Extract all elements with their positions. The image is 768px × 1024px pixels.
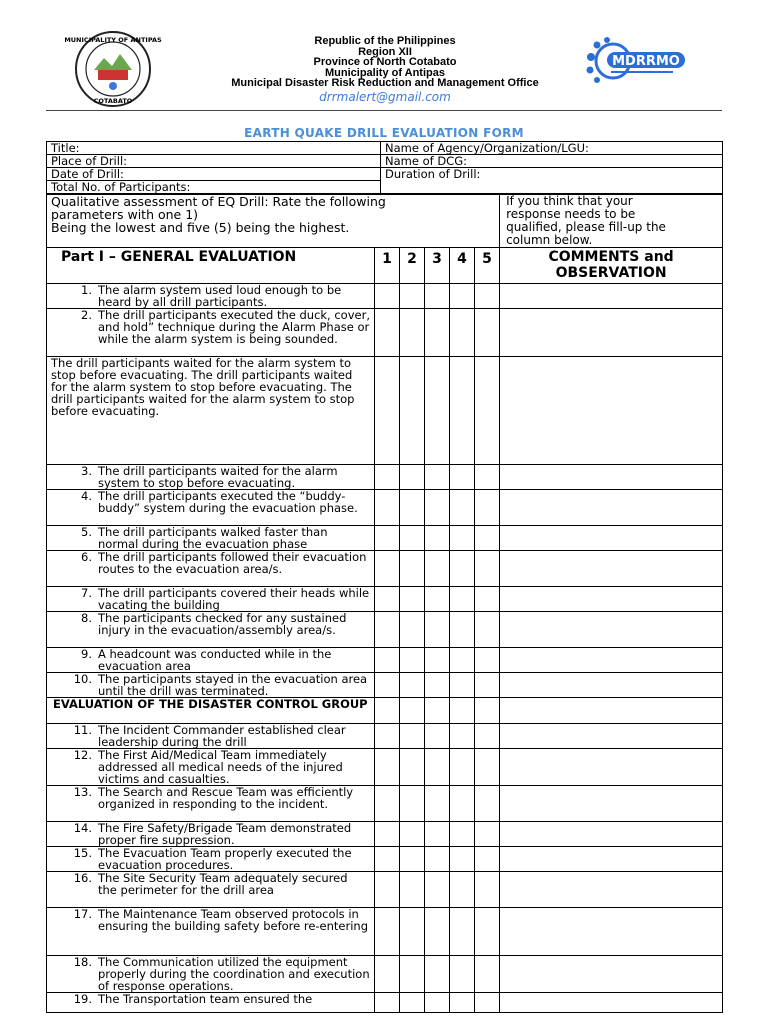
rating-2-cell[interactable]: [400, 749, 425, 786]
criterion-text: The drill participants executed the “buddy-buddy” system during the evacuation phase.: [98, 489, 358, 515]
office-email[interactable]: drrmalert@gmail.com: [319, 90, 451, 104]
criterion-number: 10.: [73, 672, 92, 686]
criterion-number: 15.: [73, 846, 92, 860]
rating-1-cell[interactable]: [375, 490, 400, 526]
table-row: [47, 526, 723, 551]
rating-4-cell[interactable]: [450, 357, 475, 465]
rating-4-cell[interactable]: [450, 956, 475, 993]
rating-5-cell[interactable]: [475, 847, 500, 872]
comment-cell[interactable]: [500, 357, 723, 465]
rating-5-cell[interactable]: [475, 872, 500, 908]
rating-1-cell[interactable]: [375, 822, 400, 847]
rating-4-cell[interactable]: [450, 551, 475, 587]
rating-1-cell[interactable]: [375, 587, 400, 612]
criterion-cell: [47, 526, 375, 551]
rating-3-cell[interactable]: [425, 284, 450, 309]
letterhead-line: Republic of the Philippines: [314, 35, 456, 47]
criterion-number: 13.: [73, 785, 92, 799]
table-row: [47, 698, 723, 724]
table-row: [47, 465, 723, 490]
rating-5-cell[interactable]: [475, 465, 500, 490]
rating-4-cell[interactable]: [450, 490, 475, 526]
rating-3-cell[interactable]: [425, 648, 450, 673]
rating-2-header: 2: [400, 248, 425, 284]
criterion-number: 8.: [81, 611, 92, 625]
seal-text-top: MUNICIPALITY OF ANTIPAS: [64, 36, 162, 44]
criterion-cell: [47, 587, 375, 612]
rating-4-cell[interactable]: [450, 309, 475, 357]
header-divider: [46, 110, 722, 111]
comment-cell[interactable]: [500, 673, 723, 698]
criterion-cell: [47, 872, 375, 908]
rating-2-cell[interactable]: [400, 673, 425, 698]
municipality-seal: [64, 30, 162, 108]
criterion-text: The Communication utilized the equipment properly during the coordination and execution of response operations.: [98, 955, 370, 993]
criterion-text: The drill participants covered their heads while vacating the building: [98, 586, 370, 612]
rating-5-header: 5: [475, 248, 500, 284]
rating-5-cell[interactable]: [475, 698, 500, 724]
criterion-number: 19.: [73, 992, 92, 1006]
rating-4-cell[interactable]: [450, 612, 475, 648]
comment-cell[interactable]: [500, 847, 723, 872]
rating-4-cell[interactable]: [450, 587, 475, 612]
criterion-number: 1.: [81, 283, 92, 297]
comment-cell[interactable]: [500, 749, 723, 786]
rating-1-cell[interactable]: [375, 648, 400, 673]
rating-5-cell[interactable]: [475, 551, 500, 587]
rating-4-cell[interactable]: [450, 526, 475, 551]
rating-2-cell[interactable]: [400, 526, 425, 551]
rating-4-cell[interactable]: [450, 648, 475, 673]
rating-2-cell[interactable]: [400, 847, 425, 872]
criterion-number: 3.: [81, 464, 92, 478]
rating-5-cell[interactable]: [475, 749, 500, 786]
rating-2-cell[interactable]: [400, 648, 425, 673]
table-row: [47, 490, 723, 526]
criterion-text: The First Aid/Medical Team immediately addressed all medical needs of the injured victims and casualties.: [98, 748, 343, 786]
rating-5-cell[interactable]: [475, 490, 500, 526]
rating-4-cell[interactable]: [450, 698, 475, 724]
comment-cell[interactable]: [500, 872, 723, 908]
criterion-cell: [47, 956, 375, 993]
title-field[interactable]: Title:: [47, 142, 381, 155]
table-row: [47, 648, 723, 673]
criterion-text: The Fire Safety/Brigade Team demonstrated proper fire suppression.: [98, 821, 352, 847]
table-row: [47, 357, 723, 465]
criterion-number: 12.: [73, 748, 92, 762]
rating-1-cell[interactable]: [375, 551, 400, 587]
comment-cell[interactable]: [500, 612, 723, 648]
criterion-text: The Transportation team ensured the: [98, 992, 313, 1006]
criterion-text: The Site Security Team adequately secured the perimeter for the drill area: [98, 871, 348, 897]
rating-5-cell[interactable]: [475, 908, 500, 956]
comment-cell[interactable]: [500, 724, 723, 749]
rating-3-cell[interactable]: [425, 673, 450, 698]
comment-cell[interactable]: [500, 551, 723, 587]
rating-1-cell[interactable]: [375, 956, 400, 993]
criterion-number: 2.: [81, 308, 92, 322]
rating-3-cell[interactable]: [425, 357, 450, 465]
criterion-cell: [47, 357, 375, 465]
criterion-cell: [47, 847, 375, 872]
criterion-cell: [47, 698, 375, 724]
rating-2-cell[interactable]: [400, 956, 425, 993]
comment-cell[interactable]: [500, 956, 723, 993]
criterion-text: EVALUATION OF THE DISASTER CONTROL GROUP: [53, 697, 368, 711]
rating-2-cell[interactable]: [400, 724, 425, 749]
criterion-text: A headcount was conducted while in the evacuation area: [98, 647, 332, 673]
rating-3-cell[interactable]: [425, 786, 450, 822]
rating-3-cell[interactable]: [425, 724, 450, 749]
criterion-cell: [47, 465, 375, 490]
comment-cell[interactable]: [500, 993, 723, 1013]
criterion-number: 11.: [73, 723, 92, 737]
table-row: [47, 822, 723, 847]
rating-2-cell[interactable]: [400, 551, 425, 587]
rating-1-cell[interactable]: [375, 872, 400, 908]
comment-cell[interactable]: [500, 648, 723, 673]
rating-1-cell[interactable]: [375, 309, 400, 357]
comment-cell[interactable]: [500, 309, 723, 357]
criterion-number: 4.: [81, 489, 92, 503]
date-field[interactable]: Date of Drill:: [47, 168, 381, 181]
criterion-number: 5.: [81, 525, 92, 539]
rating-1-cell[interactable]: [375, 847, 400, 872]
rating-3-cell[interactable]: [425, 490, 450, 526]
letterhead-line: Province of North Cotabato: [313, 56, 457, 69]
table-row: [47, 551, 723, 587]
table-row: [47, 872, 723, 908]
rating-3-cell[interactable]: [425, 551, 450, 587]
comment-cell[interactable]: [500, 698, 723, 724]
rating-5-cell[interactable]: [475, 648, 500, 673]
rating-3-cell[interactable]: [425, 956, 450, 993]
letterhead: [160, 36, 610, 89]
rating-1-cell[interactable]: [375, 673, 400, 698]
criterion-cell: [47, 551, 375, 587]
criterion-number: 17.: [73, 907, 92, 921]
criterion-text: The Evacuation Team properly executed the evacuation procedures.: [98, 846, 352, 872]
rating-4-cell[interactable]: [450, 847, 475, 872]
criterion-text: The Search and Rescue Team was efficiently organized in responding to the incident.: [98, 785, 354, 811]
rating-3-header: 3: [425, 248, 450, 284]
criterion-text: The drill participants walked faster than normal during the evacuation phase: [98, 525, 328, 551]
criterion-number: 9.: [81, 647, 92, 661]
criterion-cell: [47, 648, 375, 673]
criterion-text: The drill participants followed their evacuation routes to the evacuation area/s.: [98, 550, 367, 576]
criterion-text: The drill participants waited for the alarm system to stop before evacuating.: [98, 464, 338, 490]
rating-1-cell[interactable]: [375, 786, 400, 822]
comments-header: COMMENTS and OBSERVATION: [500, 248, 723, 284]
criterion-text: The drill participants waited for the alarm system to stop before evacuating. The drill participants waited for the alarm system to stop before evacuating. The drill participants waited for the alarm system to stop before evacuating.: [51, 356, 355, 418]
rating-2-cell[interactable]: [400, 698, 425, 724]
comment-cell[interactable]: [500, 465, 723, 490]
criterion-cell: [47, 724, 375, 749]
rating-4-cell[interactable]: [450, 673, 475, 698]
comment-cell[interactable]: [500, 822, 723, 847]
rating-5-cell[interactable]: [475, 526, 500, 551]
table-row: [47, 284, 723, 309]
logo-text: MDRRMO: [612, 54, 680, 69]
agency-field[interactable]: Name of Agency/Organization/LGU:: [381, 142, 723, 155]
rating-1-cell[interactable]: [375, 724, 400, 749]
rating-3-cell[interactable]: [425, 309, 450, 357]
part-heading: Part I – GENERAL EVALUATION: [47, 248, 375, 284]
rating-3-cell[interactable]: [425, 698, 450, 724]
rating-1-cell[interactable]: [375, 357, 400, 465]
rating-4-cell[interactable]: [450, 993, 475, 1013]
criterion-cell: [47, 822, 375, 847]
criterion-number: 6.: [81, 550, 92, 564]
table-row: [47, 673, 723, 698]
place-field[interactable]: Place of Drill:: [47, 155, 381, 168]
rating-1-cell[interactable]: [375, 465, 400, 490]
form-title: EARTH QUAKE DRILL EVALUATION FORM: [244, 126, 524, 140]
criterion-cell: [47, 673, 375, 698]
rating-3-cell[interactable]: [425, 526, 450, 551]
rating-2-cell[interactable]: [400, 822, 425, 847]
rating-2-cell[interactable]: [400, 309, 425, 357]
rating-4-cell[interactable]: [450, 465, 475, 490]
duration-field[interactable]: Duration of Drill:: [381, 168, 723, 194]
letterhead-line: Municipality of Antipas: [325, 66, 445, 79]
rating-3-cell[interactable]: [425, 908, 450, 956]
rating-1-cell[interactable]: [375, 284, 400, 309]
rating-1-cell[interactable]: [375, 749, 400, 786]
rating-3-cell[interactable]: [425, 465, 450, 490]
rating-instructions: Qualitative assessment of EQ Drill: Rate the following parameters with one 1) Being the lowest and five (5) being the highest.: [47, 195, 500, 248]
criterion-cell: [47, 786, 375, 822]
rating-3-cell[interactable]: [425, 612, 450, 648]
rating-5-cell[interactable]: [475, 822, 500, 847]
letterhead-line: Region XII: [358, 45, 412, 58]
rating-2-cell[interactable]: [400, 587, 425, 612]
participants-field[interactable]: Total No. of Participants:: [47, 181, 381, 194]
criterion-cell: [47, 490, 375, 526]
rating-5-cell[interactable]: [475, 612, 500, 648]
rating-5-cell[interactable]: [475, 357, 500, 465]
comment-cell[interactable]: [500, 786, 723, 822]
criterion-number: 14.: [73, 821, 92, 835]
criterion-number: 7.: [81, 586, 92, 600]
rating-5-cell[interactable]: [475, 956, 500, 993]
letterhead-line: Municipal Disaster Risk Reduction and Management Office: [231, 77, 539, 90]
criterion-number: 18.: [73, 955, 92, 969]
mdrrmo-logo: [585, 37, 695, 85]
criterion-number: 16.: [73, 871, 92, 885]
criterion-text: The participants checked for any sustained injury in the evacuation/assembly area/s.: [98, 611, 347, 637]
criterion-text: The Maintenance Team observed protocols in ensuring the building safety before re-entering: [98, 907, 369, 933]
criterion-text: The participants stayed in the evacuation area until the drill was terminated.: [98, 672, 368, 698]
rating-1-cell[interactable]: [375, 908, 400, 956]
rating-3-cell[interactable]: [425, 847, 450, 872]
rating-2-cell[interactable]: [400, 612, 425, 648]
criterion-cell: [47, 284, 375, 309]
comment-cell[interactable]: [500, 526, 723, 551]
dcg-field[interactable]: Name of DCG:: [381, 155, 723, 168]
rating-4-header: 4: [450, 248, 475, 284]
rating-5-cell[interactable]: [475, 724, 500, 749]
criterion-text: The Incident Commander established clear leadership during the drill: [98, 723, 346, 749]
drill-info-table: [46, 141, 723, 194]
rating-4-cell[interactable]: [450, 749, 475, 786]
rating-1-header: 1: [375, 248, 400, 284]
comment-cell[interactable]: [500, 587, 723, 612]
rating-2-cell[interactable]: [400, 786, 425, 822]
rating-3-cell[interactable]: [425, 993, 450, 1013]
rating-2-cell[interactable]: [400, 908, 425, 956]
criterion-cell: [47, 908, 375, 956]
table-row: [47, 724, 723, 749]
rating-4-cell[interactable]: [450, 284, 475, 309]
table-row: [47, 309, 723, 357]
rating-2-cell[interactable]: [400, 872, 425, 908]
criterion-text: The drill participants executed the duck, cover, and hold” technique during the Alarm Phase or while the alarm system is being sounded.: [98, 308, 370, 346]
evaluation-table: [46, 194, 723, 1013]
table-row: [47, 993, 723, 1013]
comment-cell[interactable]: [500, 908, 723, 956]
rating-5-cell[interactable]: [475, 587, 500, 612]
rating-5-cell[interactable]: [475, 673, 500, 698]
rating-4-cell[interactable]: [450, 908, 475, 956]
table-row: [47, 612, 723, 648]
rating-1-cell[interactable]: [375, 526, 400, 551]
rating-3-cell[interactable]: [425, 749, 450, 786]
rating-4-cell[interactable]: [450, 786, 475, 822]
rating-5-cell[interactable]: [475, 309, 500, 357]
rating-2-cell[interactable]: [400, 465, 425, 490]
rating-5-cell[interactable]: [475, 284, 500, 309]
rating-2-cell[interactable]: [400, 357, 425, 465]
criterion-cell: [47, 612, 375, 648]
table-row: [47, 749, 723, 786]
rating-2-cell[interactable]: [400, 490, 425, 526]
rating-2-cell[interactable]: [400, 284, 425, 309]
rating-5-cell[interactable]: [475, 786, 500, 822]
comment-cell[interactable]: [500, 490, 723, 526]
rating-3-cell[interactable]: [425, 587, 450, 612]
rating-4-cell[interactable]: [450, 724, 475, 749]
rating-1-cell[interactable]: [375, 993, 400, 1013]
criterion-cell: [47, 993, 375, 1013]
rating-5-cell[interactable]: [475, 993, 500, 1013]
table-row: [47, 847, 723, 872]
table-row: [47, 786, 723, 822]
rating-1-cell[interactable]: [375, 698, 400, 724]
table-row: [47, 908, 723, 956]
criterion-cell: [47, 309, 375, 357]
seal-text-bottom: COTABATO: [93, 97, 133, 105]
rating-3-cell[interactable]: [425, 822, 450, 847]
comment-cell[interactable]: [500, 284, 723, 309]
rating-1-cell[interactable]: [375, 612, 400, 648]
comment-instructions: If you think that your response needs to be qualified, please fill-up the column below.: [500, 195, 723, 248]
criterion-text: The alarm system used loud enough to be heard by all drill participants.: [98, 283, 342, 309]
criterion-cell: [47, 749, 375, 786]
rating-4-cell[interactable]: [450, 822, 475, 847]
table-row: [47, 587, 723, 612]
rating-3-cell[interactable]: [425, 872, 450, 908]
rating-4-cell[interactable]: [450, 872, 475, 908]
table-row: [47, 956, 723, 993]
rating-2-cell[interactable]: [400, 993, 425, 1013]
